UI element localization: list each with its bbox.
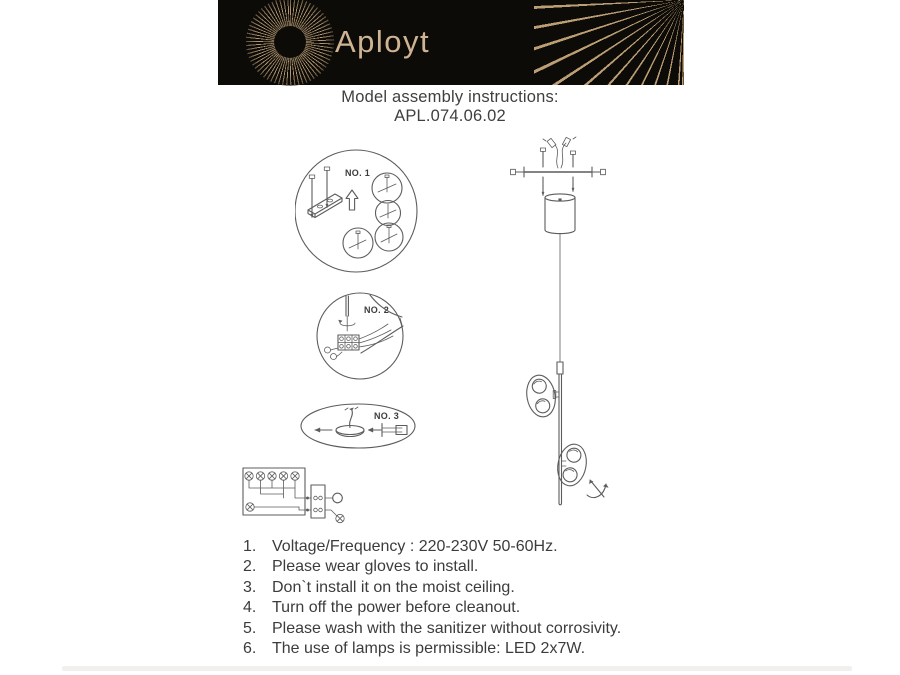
diagram-step2-wiring-terminal: [314, 290, 406, 382]
instruction-item: [243, 619, 621, 639]
item-text: The use of lamps is permissible: LED 2x7W.: [272, 640, 586, 658]
item-text: Don`t install it on the moist ceiling.: [272, 578, 515, 596]
item-number: 6.: [243, 640, 257, 658]
item-number: 3.: [243, 578, 257, 596]
sunburst-logo-icon: [246, 0, 334, 86]
item-text: Please wear gloves to install.: [272, 558, 479, 576]
item-text: Turn off the power before cleanout.: [272, 599, 521, 617]
step3-label: NO. 3: [374, 411, 400, 421]
instruction-list: [243, 537, 621, 659]
step1-label: NO. 1: [345, 168, 371, 178]
item-number: 2.: [243, 558, 257, 576]
diagram-step3-canopy-rod: [298, 401, 418, 451]
instruction-item: [243, 557, 621, 577]
wiring-schematic: [233, 458, 355, 530]
instruction-item: [243, 578, 621, 598]
instruction-item: [243, 598, 621, 618]
brand-banner: [218, 0, 684, 85]
item-number: 1.: [243, 538, 257, 555]
page-title: Model assembly instructions:: [341, 88, 559, 106]
corner-rays-decoration-icon: [534, 0, 684, 85]
instruction-item: [243, 537, 621, 557]
pendant-lamp-drawing: [505, 135, 615, 525]
item-number: 5.: [243, 619, 257, 637]
item-number: 4.: [243, 599, 257, 617]
step2-label: NO. 2: [364, 305, 390, 315]
diagram-step1-bracket-mounting: [295, 148, 425, 278]
brand-name: Aployt: [335, 24, 431, 59]
model-number: APL.074.06.02: [394, 107, 506, 125]
title-block: [0, 88, 900, 126]
item-text: Voltage/Frequency : 220-230V 50-60Hz.: [272, 538, 558, 555]
instruction-item: [243, 639, 621, 659]
page-bottom-shadow: [62, 666, 852, 671]
item-text: Please wash with the sanitizer without corrosivity.: [272, 619, 622, 637]
